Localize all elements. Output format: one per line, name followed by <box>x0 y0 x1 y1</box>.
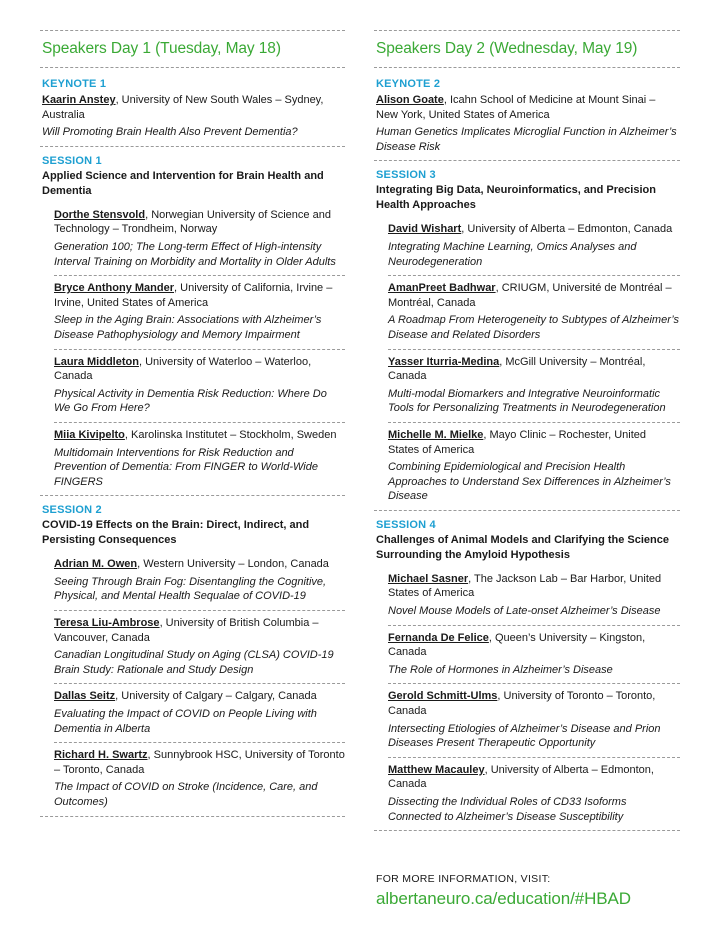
speaker-name[interactable]: Fernanda De Felice <box>388 631 489 644</box>
talk-title: Seeing Through Brain Fog: Disentangling the Cognitive, Physical, and Mental Health Sequalae of COVID-19 <box>54 575 327 603</box>
day2-heading: Speakers Day 2 (Wednesday, May 19) <box>376 40 638 57</box>
talk-title: Generation 100; The Long-term Effect of High-intensity Interval Training on Morbidity and Mortality in Older Adults <box>54 240 336 268</box>
speaker <box>376 93 680 122</box>
speaker-affiliation: , Sunnybrook HSC, University of Toronto – Toronto, Canada <box>54 749 345 776</box>
session-label: SESSION 4 <box>376 518 436 531</box>
speaker-affiliation: , Norwegian University of Science and Technology – Trondheim, Norway <box>54 208 331 236</box>
session-label: SESSION 1 <box>42 154 102 167</box>
speaker-name[interactable]: Richard H. Swartz <box>54 749 148 762</box>
speaker-affiliation: , Western University – London, Canada <box>137 558 329 571</box>
speaker-affiliation: , University of Calgary – Calgary, Canada <box>115 690 317 703</box>
day2-column <box>374 30 680 831</box>
speaker-name[interactable]: Yasser Iturria-Medina <box>388 355 500 368</box>
list-item <box>388 757 680 830</box>
speaker-name[interactable]: Teresa Liu-Ambrose <box>54 617 160 630</box>
speaker-name[interactable]: David Wishart <box>388 223 462 236</box>
speaker-name[interactable]: Dorthe Stensvold <box>54 208 146 221</box>
list-item <box>388 349 680 422</box>
session-3-speakers <box>388 213 680 510</box>
session-title: Integrating Big Data, Neuroinformatics, and Precision Health Approaches <box>376 184 656 212</box>
talk-title: Will Promoting Brain Health Also Prevent Dementia? <box>42 126 298 139</box>
speaker-affiliation: , University of British Columbia – Vancouver, Canada <box>54 617 319 644</box>
session-4 <box>374 511 680 563</box>
speaker-name[interactable]: Matthew Macauley <box>388 763 485 776</box>
list-item <box>388 625 680 684</box>
speaker-name[interactable]: Michelle M. Mielke <box>388 428 484 441</box>
speaker-affiliation: , McGill University – Montréal, Canada <box>388 355 646 383</box>
session-title: COVID-19 Effects on the Brain: Direct, Indirect, and Persisting Consequences <box>42 519 310 547</box>
talk-title: Physical Activity in Dementia Risk Reduction: Where Do We Go From Here? <box>54 387 327 415</box>
list-item <box>54 742 345 815</box>
talk-title: Dissecting the Individual Roles of CD33 Isoforms Connected to Alzheimer’s Disease Susceptibility <box>388 796 627 823</box>
list-item <box>54 610 345 683</box>
speaker-name[interactable]: Bryce Anthony Mander <box>54 282 175 295</box>
speaker-affiliation: , University of Alberta – Edmonton, Canada <box>388 763 654 791</box>
list-item <box>54 349 345 422</box>
talk-title: Evaluating the Impact of COVID on People Living with Dementia in Alberta <box>54 708 317 735</box>
speaker-affiliation: , University of Waterloo – Waterloo, Canada <box>54 355 312 383</box>
speaker-name[interactable]: Alison Goate <box>376 94 444 106</box>
session-label: SESSION 2 <box>42 504 102 517</box>
more-info <box>376 873 631 910</box>
speaker-affiliation: , CRIUGM, Université de Montréal – Montréal, Canada <box>388 282 672 309</box>
list-item <box>54 275 345 348</box>
speaker-name[interactable]: Miia Kivipelto <box>54 428 125 441</box>
speaker-name[interactable]: Gerold Schmitt-Ulms <box>388 690 498 703</box>
speaker-affiliation: , The Jackson Lab – Bar Harbor, United States of America <box>388 572 662 600</box>
session-title: Applied Science and Intervention for Brain Health and Dementia <box>42 169 324 197</box>
talk-title: Human Genetics Implicates Microglial Function in Alzheimer’s Disease Risk <box>376 126 677 153</box>
speaker <box>42 93 345 122</box>
speaker-affiliation: , Queen’s University – Kingston, Canada <box>388 631 646 659</box>
talk-title: Canadian Longitudinal Study on Aging (CLSA) COVID-19 Brain Study: Rationale and Study Design <box>54 649 334 676</box>
list-item <box>388 275 680 348</box>
list-item <box>54 683 345 742</box>
session-4-speakers <box>388 563 680 830</box>
speaker-affiliation: , University of Toronto – Toronto, Canada <box>388 690 656 718</box>
talk-title: Integrating Machine Learning, Omics Analyses and Neurodegeneration <box>388 240 637 268</box>
list-item <box>54 199 345 275</box>
session-1-speakers <box>54 199 345 496</box>
talk-title: The Impact of COVID on Stroke (Incidence, Care, and Outcomes) <box>54 781 318 808</box>
speaker-affiliation: , Mayo Clinic – Rochester, United States of America <box>388 428 647 456</box>
speaker-affiliation: , University of California, Irvine – Irvine, United States of America <box>54 282 333 309</box>
talk-title: Multidomain Interventions for Risk Reduction and Prevention of Dementia: From FINGER to World-Wide FINGERS <box>54 446 318 488</box>
speaker-affiliation: , University of Alberta – Edmonton, Canada <box>461 223 673 236</box>
keynote-label: KEYNOTE 2 <box>376 78 441 90</box>
speaker-name[interactable]: Dallas Seitz <box>54 690 116 703</box>
list-item <box>388 422 680 510</box>
keynote-1 <box>40 68 345 146</box>
day1-heading: Speakers Day 1 (Tuesday, May 18) <box>42 40 281 57</box>
list-item <box>388 213 680 275</box>
list-item <box>388 683 680 756</box>
more-info-label: FOR MORE INFORMATION, VISIT: <box>376 873 551 885</box>
talk-title: Multi-modal Biomarkers and Integrative Neuroinformatic Tools for Personalizing Treatments in Neurodegeneration <box>388 387 666 415</box>
keynote-label: KEYNOTE 1 <box>42 78 107 90</box>
talk-title: Sleep in the Aging Brain: Associations with Alzheimer’s Disease Pathophysiology and Memory Impairment <box>54 314 322 341</box>
speaker-name[interactable]: Kaarin Anstey <box>42 94 116 106</box>
speaker-name[interactable]: Adrian M. Owen <box>54 558 138 571</box>
talk-title: The Role of Hormones in Alzheimer’s Disease <box>388 663 613 676</box>
talk-title: Novel Mouse Models of Late-onset Alzheimer’s Disease <box>388 605 661 618</box>
day1-column <box>40 30 345 817</box>
divider <box>374 830 680 831</box>
session-label: SESSION 3 <box>376 169 436 182</box>
talk-title: A Roadmap From Heterogeneity to Subtypes of Alzheimer’s Disease and Related Disorders <box>388 314 680 341</box>
session-1 <box>40 147 345 199</box>
speaker-name[interactable]: Michael Sasner <box>388 572 469 585</box>
more-info-link[interactable]: albertaneuro.ca/education/#HBAD <box>376 889 631 908</box>
talk-title: Combining Epidemiological and Precision Health Approaches to Understand Sex Differences in Alzheimer’s Disease <box>388 461 671 503</box>
talk-title: Intersecting Etiologies of Alzheimer’s Disease and Prion Diseases Present Therapeutic Opportunity <box>388 722 661 750</box>
session-2 <box>40 496 345 548</box>
divider <box>40 816 345 817</box>
speaker-name[interactable]: Laura Middleton <box>54 355 139 368</box>
speaker-affiliation: , Icahn School of Medicine at Mount Sinai – New York, United States of America <box>376 94 656 121</box>
list-item <box>388 563 680 625</box>
session-title: Challenges of Animal Models and Clarifying the Science Surrounding the Amyloid Hypothesis <box>376 533 669 561</box>
session-2-speakers <box>54 548 345 815</box>
speaker-affiliation: , Karolinska Institutet – Stockholm, Sweden <box>124 428 337 441</box>
list-item <box>54 422 345 495</box>
list-item <box>54 548 345 610</box>
session-3 <box>374 161 680 213</box>
speaker-name[interactable]: AmanPreet Badhwar <box>388 282 496 295</box>
keynote-2 <box>374 68 680 160</box>
speaker-affiliation: , University of New South Wales – Sydney, Australia <box>42 94 324 121</box>
